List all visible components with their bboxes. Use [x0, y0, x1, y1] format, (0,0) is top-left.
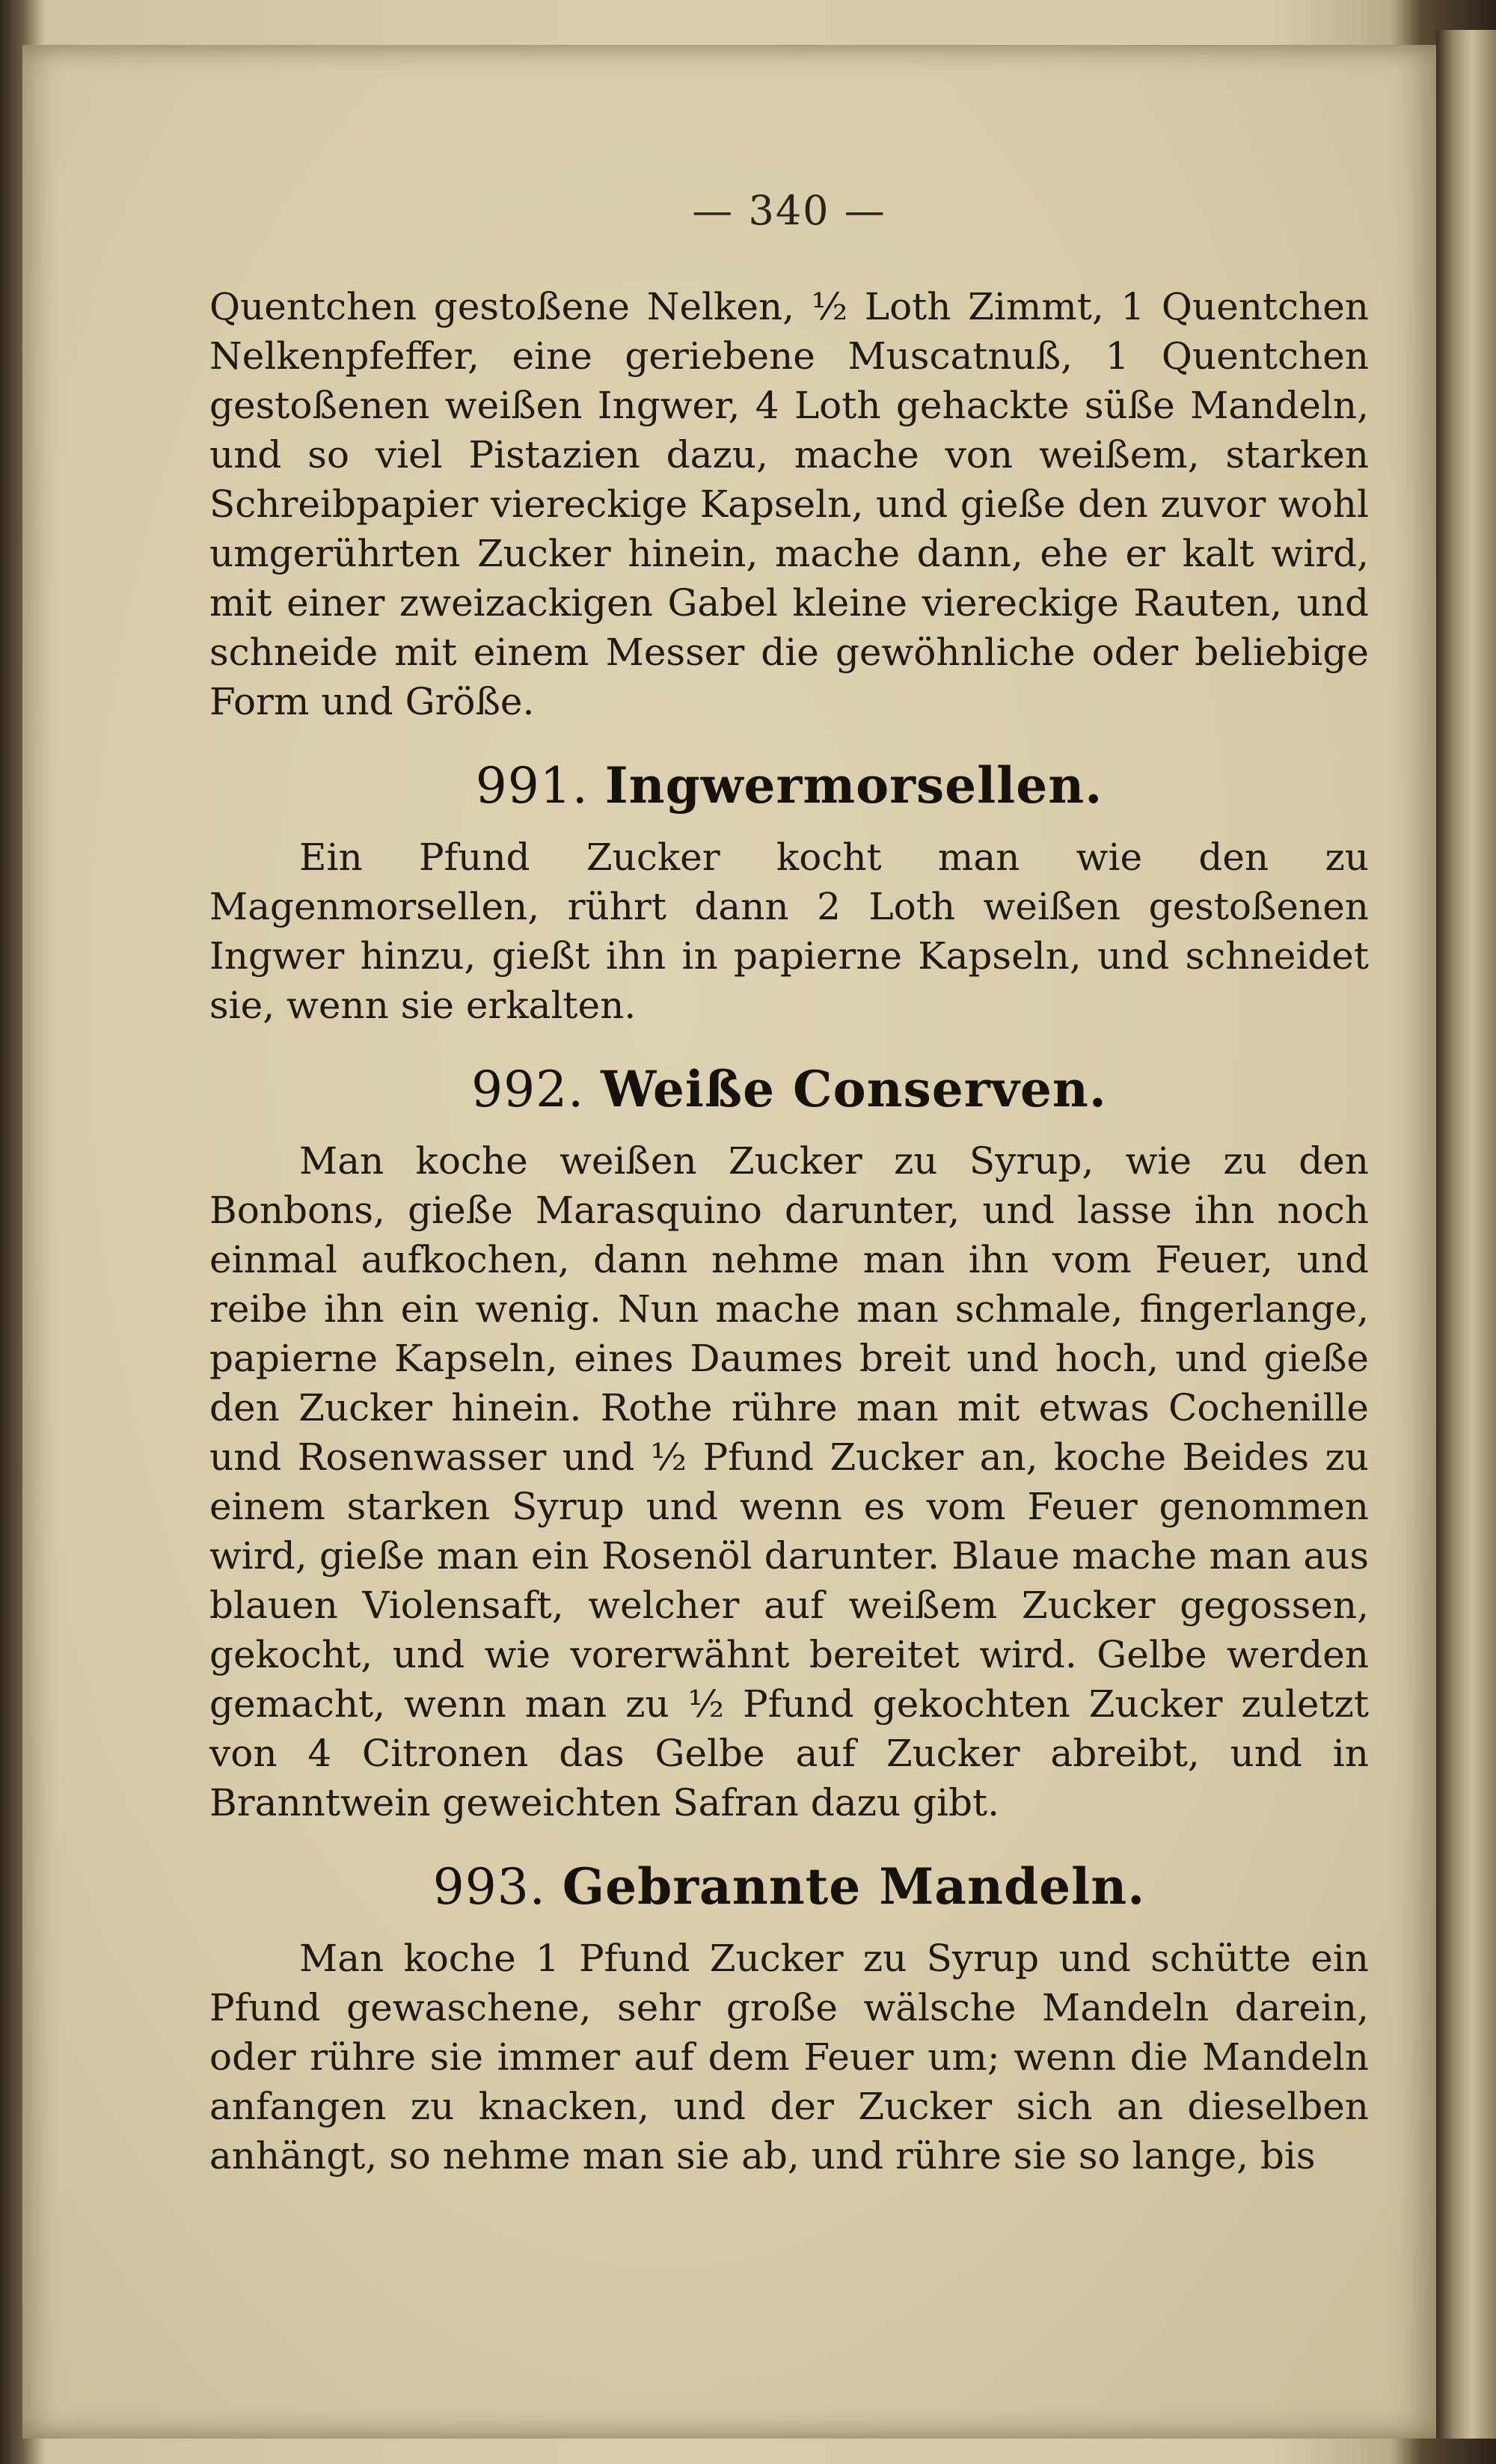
recipe-title: Weiße Conserven. [601, 1060, 1107, 1118]
recipe-title: Ingwermorsellen. [604, 756, 1103, 815]
recipe-number: 993. [432, 1858, 546, 1916]
recipe-heading-993 [209, 1857, 1369, 1916]
recipe-heading-992 [209, 1060, 1369, 1118]
recipe-number: 991. [475, 757, 589, 815]
intro-paragraph: Quentchen gestoßene Nelken, ½ Loth Zimmt, 1 Quentchen Nelkenpfeffer, eine geriebene Muscatnuß, 1 Quentchen gestoßenen weißen Ingwer, 4 Loth gehackte süße Mandeln, und so viel Pistazien dazu, mache von weißem, starken Schreibpapier viereckige Kapseln, und gieße den zuvor wohl umgerührten Zucker hinein, mache dann, ehe er kalt wird, mit einer zweizackigen Gabel kleine viereckige Rauten, und schneide mit einem Messer die gewöhnliche oder beliebige Form und Größe. [209, 285, 1369, 723]
recipe-text-993: Man koche 1 Pfund Zucker zu Syrup und schütte ein Pfund gewaschene, sehr große wälsche Mandeln darein, oder rühre sie immer auf dem Feuer um; wenn die Mandeln anfangen zu knacken, und der Zucker sich an dieselben anhängt, so nehme man sie ab, und rühre sie so lange, bis [209, 1937, 1369, 2178]
page-content [209, 187, 1369, 2180]
recipe-number: 992. [471, 1061, 585, 1118]
recipe-text-992: Man koche weißen Zucker zu Syrup, wie zu den Bonbons, gieße Marasquino darunter, und lasse ihn noch einmal aufkochen, dann nehme man ihn vom Feuer, und reibe ihn ein wenig. Nun mache man schmale, fingerlange, papierne Kapseln, eines Daumes breit und hoch, und gieße den Zucker hinein. Rothe rühre man mit etwas Cochenille und Rosenwasser und ½ Pfund Zucker an, koche Beides zu einem starken Syrup und wenn es vom Feuer genommen wird, gieße man ein Rosenöl darunter. Blaue mache man aus blauen Violensaft, welcher auf weißem Zucker gegossen, gekocht, und wie vorerwähnt bereitet wird. Gelbe werden gemacht, wenn man zu ½ Pfund gekochten Zucker zuletzt von 4 Citronen das Gelbe auf Zucker abreibt, und in Branntwein geweichten Safran dazu gibt. [209, 1139, 1369, 1824]
recipe-text-991: Ein Pfund Zucker kocht man wie den zu Magenmorsellen, rührt dann 2 Loth weißen gestoßenen Ingwer hinzu, gießt ihn in papierne Kapseln, und schneidet sie, wenn sie erkalten. [209, 836, 1369, 1027]
page-edge [1436, 30, 1496, 2439]
recipe-heading-991 [209, 756, 1369, 815]
recipe-title: Gebrannte Mandeln. [562, 1857, 1146, 1916]
page-number: — 340 — [692, 187, 886, 234]
